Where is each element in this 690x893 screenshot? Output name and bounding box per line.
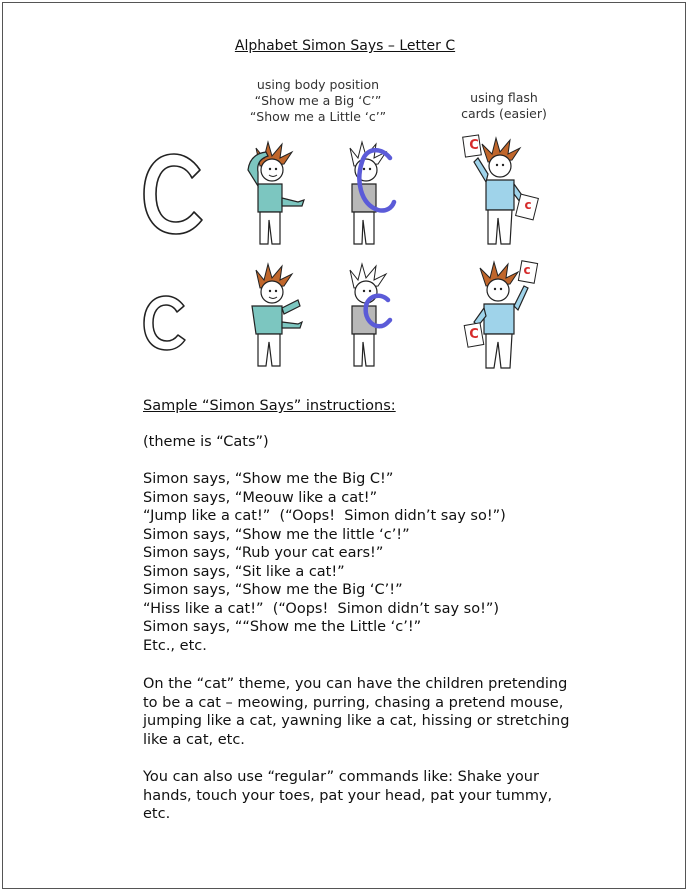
big-c-outline-letter xyxy=(138,148,210,240)
instruction-line: Etc., etc. xyxy=(143,637,207,654)
instructions-theme: (theme is “Cats”) xyxy=(143,434,269,450)
instruction-line: Simon says, “Show me the Big ‘C’!” xyxy=(143,582,403,598)
boy-little-c-pose-1 xyxy=(236,262,312,372)
caption-line: “Show me a Little ‘c’” xyxy=(249,109,387,124)
boy-little-c-pose-2 xyxy=(330,262,406,372)
instruction-line: Simon says, “Meouw like a cat!” xyxy=(143,489,378,506)
little-c-outline-letter xyxy=(140,292,190,354)
instruction-line: Simon says, “Show me the Big C!” xyxy=(143,471,394,487)
flash-card-letter-big: C xyxy=(469,138,479,153)
instruction-line: Simon says, “Sit like a cat!” xyxy=(143,563,345,580)
instructions-list xyxy=(143,470,506,655)
caption-line: “Show me a Big ‘C’” xyxy=(254,93,382,108)
caption-line: using body position xyxy=(256,77,380,92)
boy-flash-card-little-c xyxy=(458,256,548,374)
flash-card-letter-big-row2: C xyxy=(469,327,479,342)
caption-line: using flash xyxy=(470,90,538,105)
regular-commands-paragraph: You can also use “regular” commands like: Shake your hands, touch your toes, pat your head, pat your tummy, etc. xyxy=(143,769,553,822)
boy-big-c-pose-2 xyxy=(330,140,406,250)
instruction-line: “Hiss like a cat!” (“Oops! Simon didn’t say so!”) xyxy=(143,600,500,617)
caption-body-position xyxy=(228,77,408,125)
flash-card-letter-little: c xyxy=(524,198,532,212)
page-border xyxy=(2,2,686,889)
instruction-line: Simon says, ““Show me the Little ‘c’!” xyxy=(143,619,422,635)
flash-card-letter-little-row2: c xyxy=(523,263,531,277)
boy-big-c-pose-1 xyxy=(236,140,312,250)
caption-line: cards (easier) xyxy=(461,106,547,121)
instruction-line: “Jump like a cat!” (“Oops! Simon didn’t say so!”) xyxy=(143,508,506,524)
instructions-heading: Sample “Simon Says” instructions: xyxy=(143,398,396,414)
caption-flash-cards xyxy=(444,90,564,122)
instruction-line: Simon says, “Show me the little ‘c’!” xyxy=(143,526,410,543)
cat-theme-paragraph: On the “cat” theme, you can have the children pretending to be a cat – meowing, purring, chasing a pretend mouse, jumping like a cat, yawning like a cat, hissing or stretching like a cat, etc. xyxy=(143,676,570,748)
instruction-line: Simon says, “Rub your cat ears!” xyxy=(143,545,384,561)
page-title: Alphabet Simon Says – Letter C xyxy=(234,38,456,54)
